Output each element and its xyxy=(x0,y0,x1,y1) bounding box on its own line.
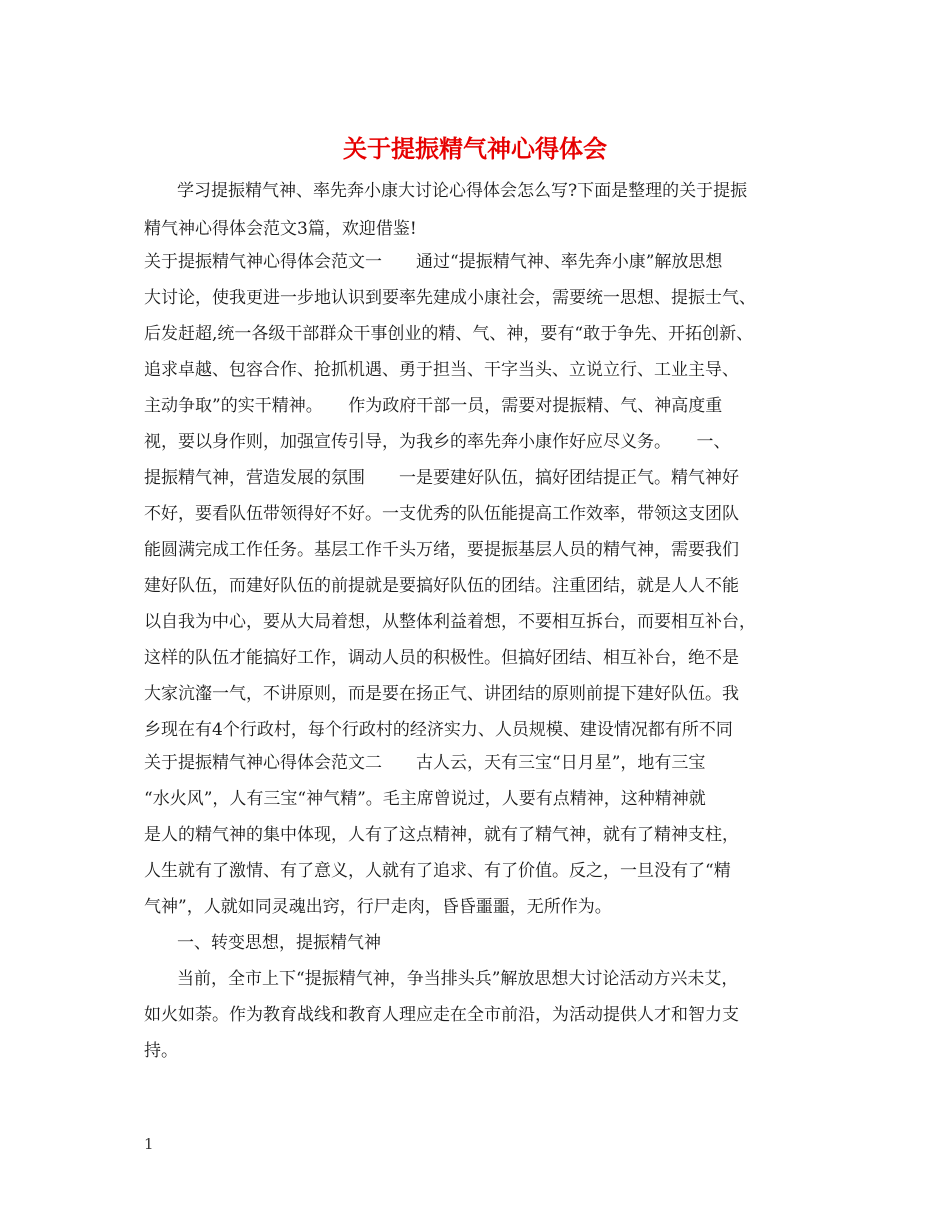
text-line: 气神”，人就如同灵魂出窍，行尸走肉，昏昏噩噩，无所作为。 xyxy=(144,897,612,917)
text-line: 大家沆瀣一气，不讲原则，而是要在扬正气、讲团结的原则前提下建好队伍。我 xyxy=(144,684,739,704)
text-line: 不好，要看队伍带领得好不好。一支优秀的队伍能提高工作效率，带领这支团队 xyxy=(144,504,739,524)
text-line: 当前，全市上下“提振精气神，争当排头兵”解放思想大讨论活动方兴未艾， xyxy=(177,969,739,989)
text-line: 如火如荼。作为教育战线和教育人理应走在全市前沿，为活动提供人才和智力支 xyxy=(144,1005,739,1025)
document-title: 关于提振精气神心得体会 xyxy=(343,134,607,163)
text-line: 人生就有了激情、有了意义，人就有了追求、有了价值。反之，一旦没有了“精 xyxy=(144,861,731,881)
text-line: 主动争取”的实干精神。 作为政府干部一员，需要对提振精、气、神高度重 xyxy=(144,396,723,416)
text-line: 后发赶超,统一各级干部群众干事创业的精、气、神，要有“敢于争先、开拓创新、 xyxy=(144,324,754,344)
text-line: 能圆满完成工作任务。基层工作千头万绪，要提振基层人员的精气神，需要我们 xyxy=(144,540,739,560)
text-line: 大讨论，使我更进一步地认识到要率先建成小康社会，需要统一思想、提振士气、 xyxy=(144,288,756,308)
page-number: 1 xyxy=(144,1135,154,1153)
text-line: 追求卓越、包容合作、抢抓机遇、勇于担当、干字当头、立说立行、工业主导、 xyxy=(144,360,739,380)
text-line: “水火风”，人有三宝“神气精”。毛主席曾说过，人要有点精神，这种精神就 xyxy=(144,789,706,809)
text-line: 关于提振精气神心得体会范文二 古人云，天有三宝“日月星”，地有三宝 xyxy=(144,753,706,773)
text-line: 学习提振精气神、率先奔小康大讨论心得体会怎么写?下面是整理的关于提振 xyxy=(177,181,748,201)
text-line: 关于提振精气神心得体会范文一 通过“提振精气神、率先奔小康”解放思想 xyxy=(144,252,723,272)
text-line: 视，要以身作则，加强宣传引导，为我乡的率先奔小康作好应尽义务。 一、 xyxy=(144,432,731,452)
text-line: 持。 xyxy=(144,1041,178,1061)
text-line: 以自我为中心，要从大局着想，从整体利益着想，不要相互拆台，而要相互补台， xyxy=(144,612,756,632)
section-heading: 一、转变思想，提振精气神 xyxy=(177,933,381,953)
text-line: 建好队伍，而建好队伍的前提就是要搞好队伍的团结。注重团结，就是人人不能 xyxy=(144,576,739,596)
text-line: 这样的队伍才能搞好工作，调动人员的积极性。但搞好团结、相互补台，绝不是 xyxy=(144,648,739,668)
text-line: 精气神心得体会范文3篇，欢迎借鉴! xyxy=(144,219,417,239)
text-line: 提振精气神，营造发展的氛围 一是要建好队伍，搞好团结提正气。精气神好 xyxy=(144,468,739,488)
text-line: 是人的精气神的集中体现，人有了这点精神，就有了精气神，就有了精神支柱， xyxy=(144,825,739,845)
text-line: 乡现在有4个行政村，每个行政村的经济实力、人员规模、建设情况都有所不同 xyxy=(144,720,733,740)
